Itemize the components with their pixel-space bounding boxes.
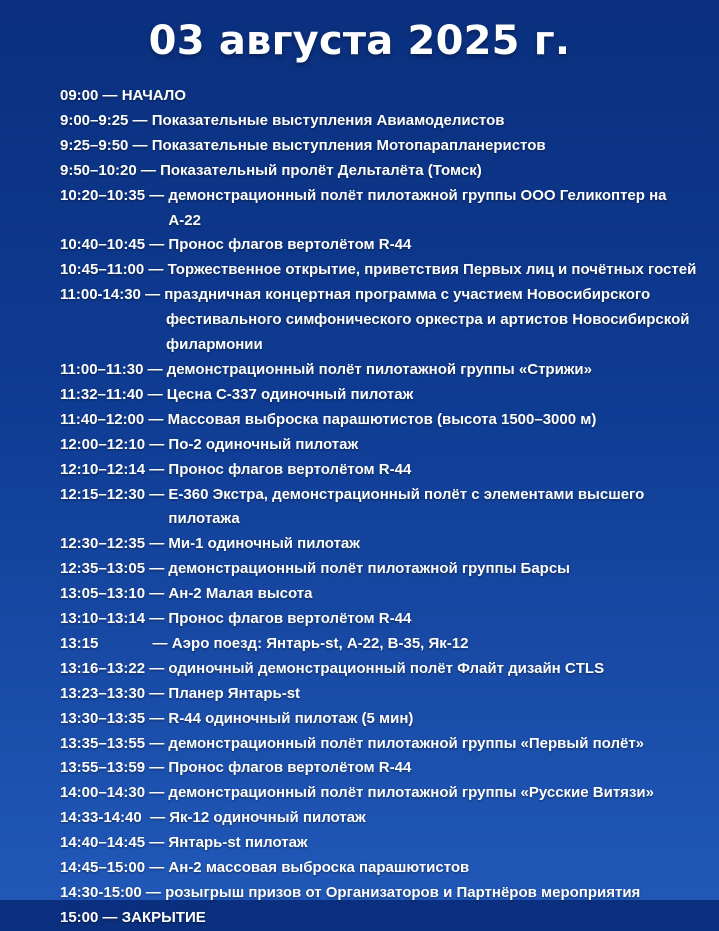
schedule-separator: — (145, 585, 169, 603)
schedule-description: демонстрационный полёт пилотажной группы ООО Геликоптер на А-22 (168, 186, 667, 229)
schedule-time: 14:40–14:45 (60, 834, 146, 852)
schedule-description: R-44 одиночный пилотаж (5 мин) (168, 709, 414, 727)
schedule-description: демонстрационный полёт пилотажной группы «Стрижи» (166, 360, 592, 378)
schedule-row (60, 657, 700, 682)
schedule-time: 11:32–11:40 (60, 385, 144, 403)
schedule-row (60, 856, 700, 881)
schedule-separator: — (98, 908, 122, 926)
schedule-description: Пронос флагов вертолётом R-44 (168, 460, 412, 478)
schedule-description: Показательные выступления Авиамоделистов (151, 111, 505, 129)
schedule-description: одиночный демонстрационный полёт Флайт дизайн CTLS (168, 659, 605, 677)
schedule-description: Янтарь-st пилотаж (168, 834, 308, 852)
schedule-time: 15:00 (60, 908, 99, 926)
schedule-separator: — (145, 610, 169, 628)
schedule-description: Аэро поезд: Янтарь-st, А-22, В-35, Як-12 (171, 634, 469, 652)
schedule-list (60, 84, 700, 931)
schedule-separator: — (128, 111, 152, 129)
schedule-row (60, 707, 700, 732)
schedule-time: 10:45–11:00 (60, 261, 145, 279)
schedule-separator: — (145, 784, 169, 802)
schedule-time: 12:30–12:35 (60, 535, 146, 553)
schedule-description: Цесна С-337 одиночный пилотаж (166, 385, 414, 403)
schedule-description: Пронос флагов вертолётом R-44 (168, 236, 412, 254)
schedule-time: 9:00–9:25 (60, 111, 129, 129)
schedule-separator: — (145, 186, 169, 204)
schedule-row (60, 582, 700, 607)
schedule-row (60, 831, 700, 856)
schedule-time: 12:00–12:10 (60, 435, 146, 453)
schedule-time: 14:45–15:00 (60, 859, 146, 877)
schedule-description: розыгрыш призов от Организаторов и Партнёров мероприятия (165, 884, 641, 901)
schedule-row (60, 84, 700, 109)
schedule-time: 13:23–13:30 (60, 684, 146, 702)
schedule-description: Пронос флагов вертолётом R-44 (168, 759, 412, 777)
schedule-row (60, 184, 700, 234)
schedule-row (60, 607, 700, 632)
schedule-time: 13:55–13:59 (60, 759, 146, 777)
schedule-description: демонстрационный полёт пилотажной группы Барсы (168, 560, 570, 578)
schedule-row (60, 433, 700, 458)
schedule-row (60, 358, 700, 383)
schedule-separator: — (128, 136, 152, 154)
schedule-row (60, 682, 700, 707)
schedule-time: 14:00–14:30 (60, 784, 146, 802)
schedule-row (60, 283, 700, 308)
schedule-description: Пронос флагов вертолётом R-44 (168, 610, 412, 628)
schedule-time: 10:40–10:45 (60, 236, 146, 254)
schedule-time: 12:35–13:05 (60, 560, 146, 578)
schedule-row (60, 258, 700, 283)
schedule-description: НАЧАЛО (121, 87, 186, 104)
schedule-separator: — (145, 834, 169, 852)
schedule-row (60, 383, 700, 408)
schedule-time: 13:16–13:22 (60, 659, 146, 677)
schedule-description: Ан-2 Малая высота (168, 585, 313, 603)
schedule-description: ЗАКРЫТИЕ (121, 908, 206, 926)
schedule-row (60, 233, 700, 258)
schedule-description: демонстрационный полёт пилотажной группы «Первый полёт» (168, 734, 645, 752)
schedule-separator: — (145, 734, 169, 752)
schedule-description: Планер Янтарь-st (168, 684, 301, 702)
schedule-time: 13:30–13:35 (60, 709, 146, 727)
schedule-row (60, 532, 700, 557)
schedule-separator: — (145, 535, 169, 553)
schedule-row (60, 756, 700, 781)
schedule-separator: — (141, 809, 170, 827)
schedule-time: 13:35–13:55 (60, 734, 146, 752)
schedule-row (60, 632, 700, 657)
schedule-row (60, 732, 700, 757)
schedule-separator: — (143, 360, 167, 378)
schedule-separator: — (145, 684, 169, 702)
schedule-row (60, 134, 700, 159)
schedule-time: 11:00-14:30 (60, 286, 141, 304)
schedule-time: 9:50–10:20 (60, 161, 137, 179)
schedule-separator: — (143, 385, 167, 403)
schedule-separator: — (140, 286, 165, 304)
schedule-separator: — (145, 485, 169, 503)
schedule-description: По-2 одиночный пилотаж (168, 435, 359, 453)
schedule-time: 13:05–13:10 (60, 585, 146, 603)
schedule-description-continuation: филармонии (166, 336, 263, 354)
schedule-separator: — (145, 759, 169, 777)
schedule-description: Показательный пролёт Дельталёта (Томск) (160, 161, 482, 179)
schedule-description: Як-12 одиночный пилотаж (169, 809, 366, 827)
schedule-description: Торжественное открытие, приветствия Первых лиц и почётных гостей (167, 261, 697, 279)
schedule-time: 9:25–9:50 (60, 136, 129, 154)
schedule-row (60, 109, 700, 134)
page-title: 03 августа 2025 г. (148, 18, 571, 64)
schedule-time: 13:15 (60, 634, 99, 652)
schedule-separator: — (145, 859, 169, 877)
schedule-description: демонстрационный полёт пилотажной группы «Русские Витязи» (168, 784, 654, 802)
schedule-time: 10:20–10:35 (60, 186, 146, 204)
schedule-row (60, 906, 700, 931)
schedule-time: 11:40–12:00 (60, 410, 145, 428)
schedule-description: Ан-2 массовая выброска парашютистов (168, 859, 470, 877)
schedule-description: праздничная концертная программа с участием Новосибирского (164, 286, 651, 304)
schedule-separator: — (145, 460, 169, 478)
schedule-time: 13:10–13:14 (60, 610, 146, 628)
schedule-separator: — (141, 884, 166, 901)
schedule-separator: — (98, 634, 172, 652)
schedule-description: Показательные выступления Мотопарапланеристов (151, 136, 546, 154)
schedule-row (60, 458, 700, 483)
schedule-row (60, 881, 700, 906)
schedule-separator: — (145, 435, 169, 453)
schedule-row (60, 806, 700, 831)
schedule-row (60, 483, 700, 533)
schedule-time: 14:30-15:00 (60, 884, 142, 901)
schedule-separator: — (145, 659, 169, 677)
schedule-separator: — (145, 236, 169, 254)
schedule-description-continuation: фестивального симфонического оркестра и артистов Новосибирской (166, 311, 690, 329)
schedule-description: Массовая выброска парашютистов (высота 1500–3000 м) (167, 410, 597, 428)
schedule-time: 12:10–12:14 (60, 460, 146, 478)
schedule-description: Е-360 Экстра, демонстрационный полёт с элементами высшего пилотажа (168, 485, 645, 528)
schedule-separator: — (136, 161, 161, 179)
schedule-row (60, 408, 700, 433)
schedule-row (60, 557, 700, 582)
schedule-time: 09:00 (60, 87, 99, 104)
schedule-description: Ми-1 одиночный пилотаж (168, 535, 360, 553)
schedule-row (60, 159, 700, 184)
schedule-separator: — (144, 410, 168, 428)
schedule-separator: — (145, 560, 169, 578)
schedule-time: 12:15–12:30 (60, 485, 146, 503)
schedule-row (60, 781, 700, 806)
schedule-separator: — (145, 709, 169, 727)
schedule-time: 14:33-14:40 (60, 809, 142, 827)
schedule-time: 11:00–11:30 (60, 360, 144, 378)
schedule-separator: — (144, 261, 168, 279)
schedule-separator: — (98, 87, 122, 104)
